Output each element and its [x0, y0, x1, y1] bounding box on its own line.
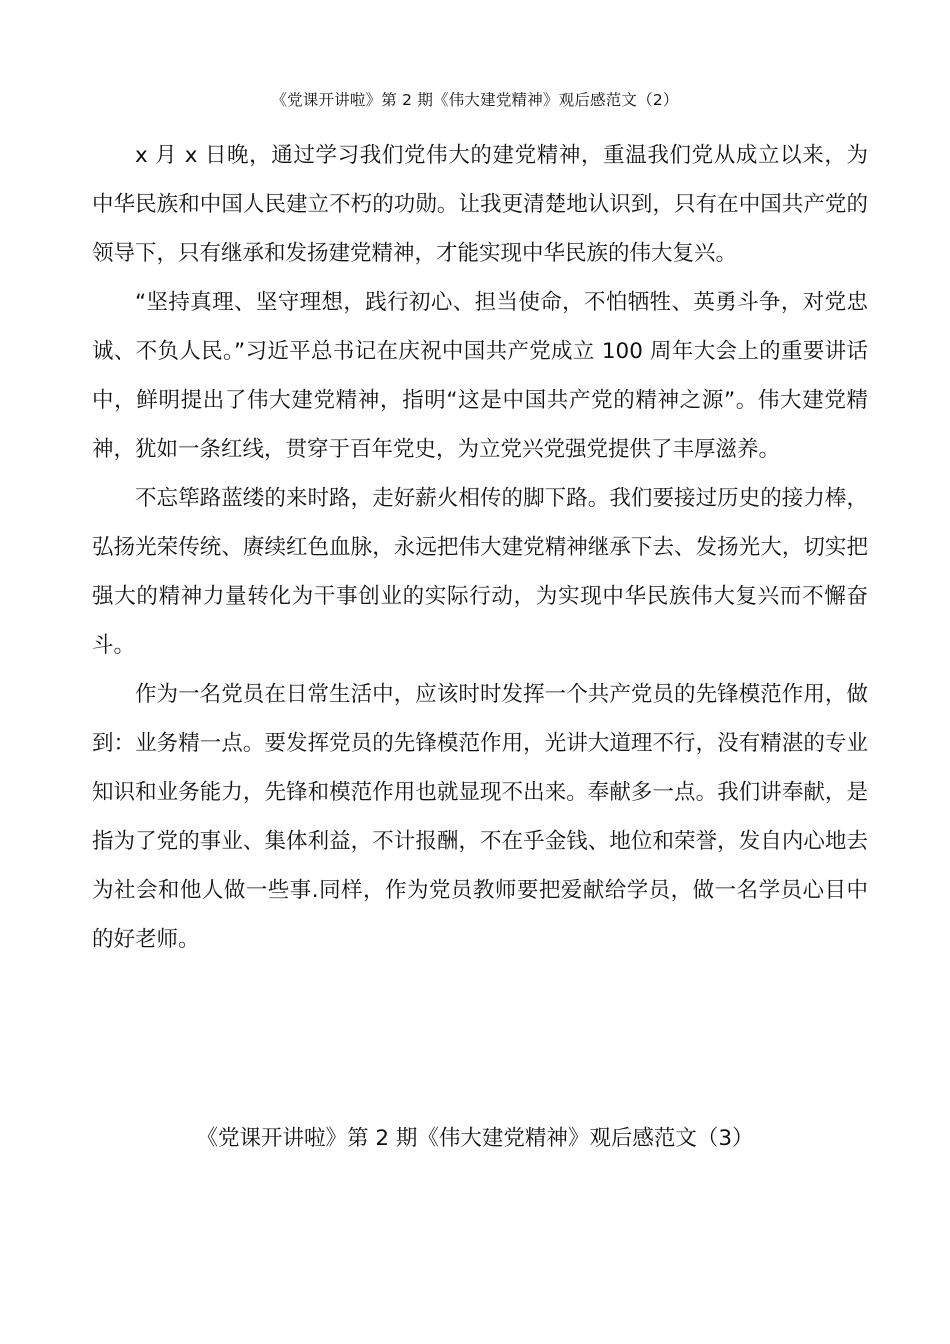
next-section-title: 《党课开讲啦》第 2 期《伟大建党精神》观后感范文（3）	[196, 1126, 754, 1151]
paragraph: 作为一名党员在日常生活中，应该时时发挥一个共产党员的先锋模范作用，做到：业务精一点。要发挥党员的先锋模范作用，光讲大道理不行，没有精湛的专业知识和业务能力，先锋和模范作用也就显现不出来。奉献多一点。我们讲奉献，是指为了党的事业、集体利益，不计报酬，不在乎金钱、地位和荣誉，发自内心地去为社会和他人做一些事.同样，作为党员教师要把爱献给学员，做一名学员心目中的好老师。	[92, 682, 868, 952]
document-title: 《党课开讲啦》第 2 期《伟大建党精神》观后感范文（2）	[271, 91, 679, 109]
paragraph: “坚持真理、坚守理想，践行初心、担当使命，不怕牺牲、英勇斗争，对党忠诚、不负人民。”习近平总书记在庆祝中国共产党成立 100 周年大会上的重要讲话中，鲜明提出了伟大建党精神，指明“这是中国共产党的精神之源”。伟大建党精神，犹如一条红线，贯穿于百年党史，为立党兴党强党提供了丰厚滋养。	[92, 290, 868, 462]
document-body	[92, 131, 868, 964]
paragraph: x 月 x 日晚，通过学习我们党伟大的建党精神，重温我们党从成立以来，为中华民族和中国人民建立不朽的功勋。让我更清楚地认识到，只有在中国共产党的领导下，只有继承和发扬建党精神，才能实现中华民族的伟大复兴。	[92, 143, 868, 266]
paragraph: 不忘筚路蓝缕的来时路，走好薪火相传的脚下路。我们要接过历史的接力棒，弘扬光荣传统、赓续红色血脉，永远把伟大建党精神继承下去、发扬光大，切实把强大的精神力量转化为干事创业的实际行动，为实现中华民族伟大复兴而不懈奋斗。	[92, 486, 868, 658]
